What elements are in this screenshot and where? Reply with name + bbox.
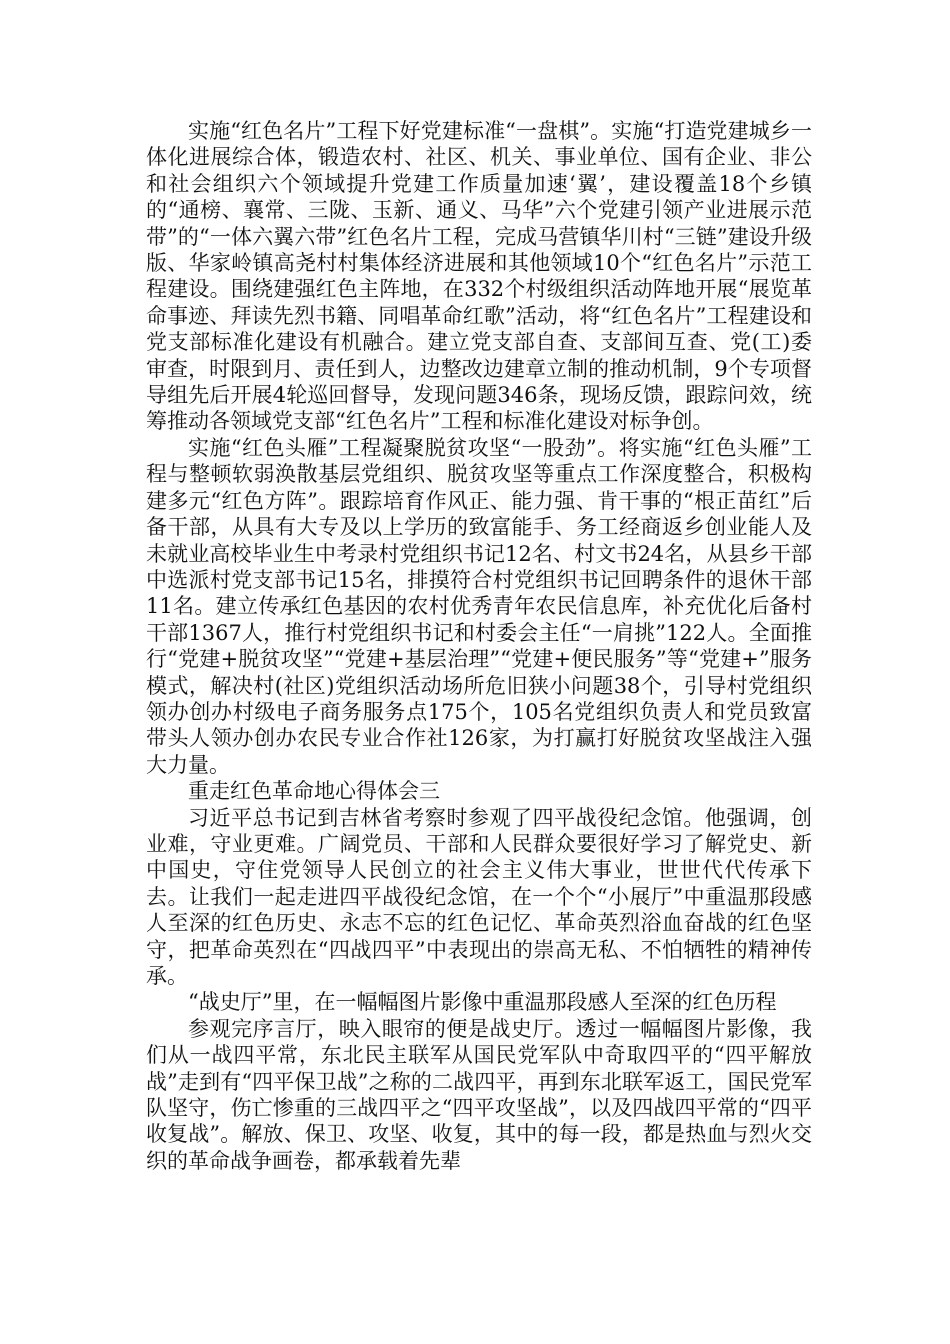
paragraph-siping-memorial: 习近平总书记到吉林省考察时参观了四平战役纪念馆。他强调，创业难，守业更难。广阔党员、干部和人民群众要很好学习了解党史、新中国史，守住党领导人民创立的社会主义伟大事业，世世代代传承下去。让我们一起走进四平战役纪念馆，在一个个“小展厅”中重温那段感人至深的红色历史、永志不忘的红色记忆、革命英烈浴血奋战的红色坚守，把革命英烈在“四战四平”中表现出的崇高无私、不怕牺牲的精神传承。	[146, 805, 812, 988]
subheading-war-history-hall: “战史厅”里，在一幅幅图片影像中重温那段感人至深的红色历程	[188, 990, 777, 1015]
paragraph-war-history-hall: 参观完序言厅，映入眼帘的便是战史厅。透过一幅幅图片影像，我们从一战四平常，东北民主联军从国民党军队中奇取四平的“四平解放战”走到有“四平保卫战”之称的二战四平，再到东北联军返工，国民党军队坚守，伤亡惨重的三战四平之“四平攻坚战”，以及四战四平常的“四平收复战”。解放、保卫、攻坚、收复，其中的每一段，都是热血与烈火交织的革命战争画卷，都承载着先辈	[146, 1016, 812, 1173]
paragraph-red-card-project: 实施“红色名片”工程下好党建标准“一盘棋”。实施“打造党建城乡一体化进展综合体，锻造农村、社区、机关、事业单位、国有企业、非公和社会组织六个领域提升党建工作质量加速‘翼’，建设覆盖18个乡镇的“通榜、襄常、三陇、玉新、通义、马华”六个党建引领产业进展示范带”的“一体六翼六带”红色名片工程，完成马营镇华川村“三链”建设升级版、华家岭镇高尧村村集体经济进展和其他领域10个“红色名片”示范工程建设。围绕建强红色主阵地，在332个村级组织活动阵地开展“展览革命事迹、拜读先烈书籍、同唱革命红歌”活动，将“红色名片”工程建设和党支部标准化建设有机融合。建立党支部自查、支部间互查、党(工)委审查，时限到月、责任到人，边整改边建章立制的推动机制，9个专项督导组先后开展4轮巡回督导，发现问题346条，现场反馈，跟踪问效，统筹推动各领域党支部“红色名片”工程和标准化建设对标争创。	[146, 119, 812, 434]
paragraph-red-goose-project: 实施“红色头雁”工程凝聚脱贫攻坚“一股劲”。将实施“红色头雁”工程与整顿软弱涣散基层党组织、脱贫攻坚等重点工作深度整合，积极构建多元“红色方阵”。跟踪培育作风正、能力强、肯干事的“根正苗红”后备干部，从具有大专及以上学历的致富能手、务工经商返乡创业能人及未就业高校毕业生中考录村党组织书记12名、村文书24名，从县乡干部中选派村党支部书记15名，排摸符合村党组织书记回聘条件的退休干部11名。建立传承红色基因的农村优秀青年农民信息库，补充优化后备村干部1367人，推行村党组织书记和村委会主任“一肩挑”122人。全面推行“党建+脱贫攻坚”“党建+基层治理”“党建+便民服务”等“党建+”服务模式，解决村(社区)党组织活动场所危旧狭小问题38个，引导村党组织领办创办村级电子商务服务点175个，105名党组织负责人和党员致富带头人领办创办农民专业合作社126家，为打赢打好脱贫攻坚战注入强大力量。	[146, 435, 812, 777]
section-heading: 重走红色革命地心得体会三	[188, 779, 440, 804]
document-body	[146, 118, 812, 1174]
